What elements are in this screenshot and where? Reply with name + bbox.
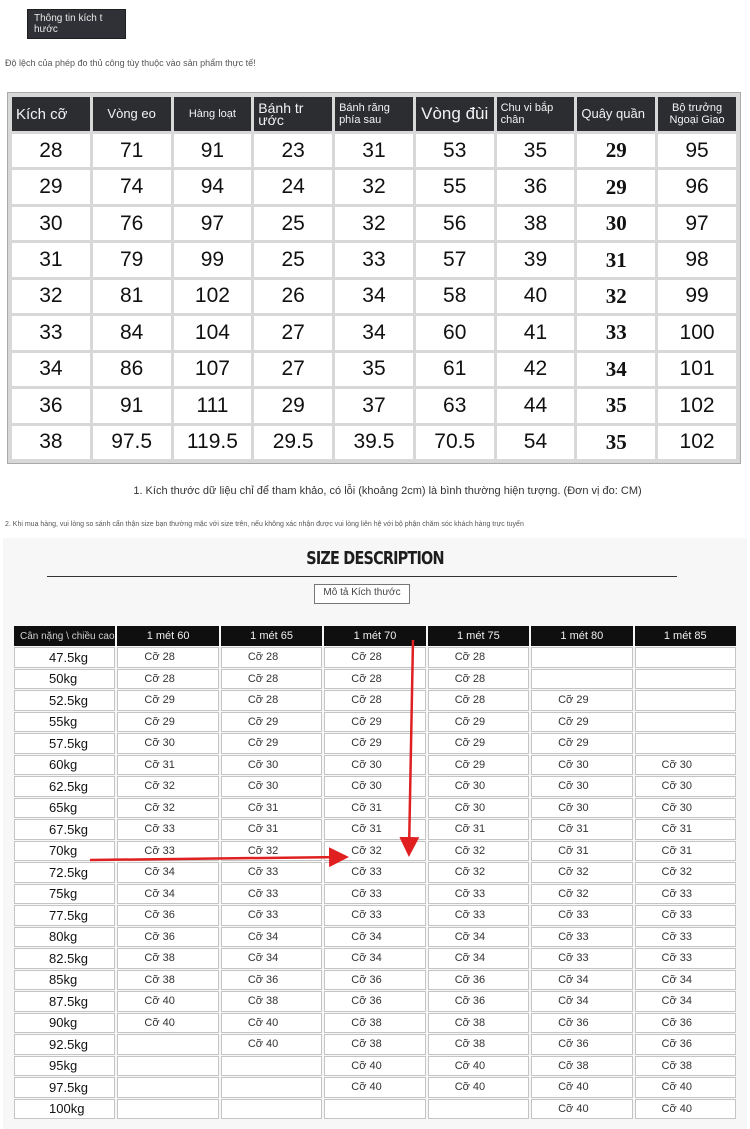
- header-size: Kích cỡ: [12, 97, 90, 131]
- weight-cell: 92.5kg: [14, 1034, 115, 1055]
- size-row: [12, 426, 736, 460]
- size-table: [9, 94, 739, 462]
- recommended-size-cell: Cỡ 40: [531, 1099, 632, 1120]
- recommended-size-cell: Cỡ 40: [324, 1056, 425, 1077]
- weight-cell: 70kg: [14, 841, 115, 862]
- recommended-size-cell: Cỡ 29: [531, 733, 632, 754]
- recommended-size-cell: Cỡ 34: [324, 927, 425, 948]
- purchase-note: 2. Khi mua hàng, vui lòng so sánh cẩn thận size bạn thường mặc với size trên, nếu không xác nhận được vui lòng liên hệ với bộ phận chăm sóc khách hàng trực tuyến: [5, 521, 524, 528]
- recommended-size-cell: Cỡ 34: [635, 970, 736, 991]
- recommended-size-cell: Cỡ 28: [428, 647, 529, 668]
- recommended-size-cell: Cỡ 32: [117, 798, 218, 819]
- recommended-size-cell: Cỡ 32: [221, 841, 322, 862]
- recommended-size-cell: Cỡ 28: [428, 669, 529, 690]
- size-cell: 96: [658, 170, 736, 203]
- size-cell: 57: [416, 243, 494, 276]
- recommended-size-cell: Cỡ 40: [428, 1056, 529, 1077]
- recommended-size-cell: Cỡ 33: [324, 884, 425, 905]
- recommended-size-cell: Cỡ 36: [428, 970, 529, 991]
- weight-cell: 82.5kg: [14, 948, 115, 969]
- title-divider: [47, 576, 677, 577]
- recommended-size-cell: [635, 669, 736, 690]
- recommended-size-cell: Cỡ 30: [324, 755, 425, 776]
- recommended-size-cell: Cỡ 29: [428, 712, 529, 733]
- weight-row: [14, 884, 736, 905]
- recommended-size-cell: Cỡ 30: [635, 776, 736, 797]
- recommended-size-cell: Cỡ 33: [324, 862, 425, 883]
- weight-row: [14, 841, 736, 862]
- header-height-175: 1 mét 75: [428, 626, 529, 646]
- weight-cell: 65kg: [14, 798, 115, 819]
- size-cell: 39: [497, 243, 575, 276]
- size-cell: 33: [12, 316, 90, 349]
- size-cell: 33: [335, 243, 413, 276]
- recommended-size-cell: Cỡ 29: [221, 712, 322, 733]
- size-cell: 44: [497, 389, 575, 422]
- recommended-size-cell: Cỡ 28: [117, 647, 218, 668]
- weight-row: [14, 690, 736, 711]
- recommended-size-cell: Cỡ 38: [117, 970, 218, 991]
- weight-cell: 85kg: [14, 970, 115, 991]
- header-hem: Quây quần: [577, 97, 655, 131]
- size-cell: 35: [335, 353, 413, 386]
- recommended-size-cell: Cỡ 38: [324, 1034, 425, 1055]
- recommended-size-cell: Cỡ 31: [531, 841, 632, 862]
- size-cell: 37: [335, 389, 413, 422]
- recommended-size-cell: Cỡ 33: [324, 905, 425, 926]
- recommended-size-cell: Cỡ 31: [324, 819, 425, 840]
- recommended-size-cell: Cỡ 28: [117, 669, 218, 690]
- recommended-size-cell: Cỡ 29: [531, 690, 632, 711]
- size-cell: 60: [416, 316, 494, 349]
- reference-note: 1. Kích thước dữ liệu chỉ để tham khảo, có lỗi (khoảng 2cm) là bình thường hiện tượng. (Đơn vị đo: CM): [133, 485, 642, 497]
- size-row: [12, 170, 736, 203]
- size-description-subtitle: Mô tả Kích thước: [314, 584, 410, 604]
- recommended-size-cell: Cỡ 33: [428, 905, 529, 926]
- size-cell: 34: [12, 353, 90, 386]
- recommended-size-cell: Cỡ 34: [221, 927, 322, 948]
- size-cell: 107: [174, 353, 252, 386]
- recommended-size-cell: Cỡ 33: [635, 948, 736, 969]
- recommended-size-cell: Cỡ 29: [324, 712, 425, 733]
- size-cell: 98: [658, 243, 736, 276]
- size-cell: 91: [174, 134, 252, 167]
- size-cell: 102: [658, 426, 736, 460]
- recommended-size-cell: Cỡ 31: [635, 841, 736, 862]
- recommended-size-cell: Cỡ 31: [428, 819, 529, 840]
- recommended-size-cell: Cỡ 36: [324, 970, 425, 991]
- recommended-size-cell: Cỡ 29: [221, 733, 322, 754]
- size-cell: 32: [335, 207, 413, 240]
- header-waist: Vòng eo: [93, 97, 171, 131]
- recommended-size-cell: Cỡ 38: [324, 1013, 425, 1034]
- size-cell: 35: [577, 426, 655, 460]
- header-back-rise: Bánh răng phía sau: [335, 97, 413, 131]
- size-cell: 28: [12, 134, 90, 167]
- weight-cell: 55kg: [14, 712, 115, 733]
- size-cell: 35: [497, 134, 575, 167]
- weight-row: [14, 1056, 736, 1077]
- recommended-size-cell: Cỡ 31: [635, 819, 736, 840]
- weight-cell: 77.5kg: [14, 905, 115, 926]
- recommended-size-cell: Cỡ 32: [117, 776, 218, 797]
- header-height-170: 1 mét 70: [324, 626, 425, 646]
- size-cell: 74: [93, 170, 171, 203]
- recommended-size-cell: Cỡ 32: [324, 841, 425, 862]
- weight-row: [14, 669, 736, 690]
- size-cell: 32: [12, 280, 90, 313]
- size-cell: 54: [497, 426, 575, 460]
- recommended-size-cell: Cỡ 31: [221, 819, 322, 840]
- size-cell: 29: [254, 389, 332, 422]
- recommended-size-cell: [117, 1099, 218, 1120]
- recommended-size-cell: Cỡ 38: [635, 1056, 736, 1077]
- recommended-size-cell: Cỡ 38: [531, 1056, 632, 1077]
- recommended-size-cell: Cỡ 33: [221, 862, 322, 883]
- size-cell: 38: [12, 426, 90, 460]
- recommended-size-cell: Cỡ 33: [221, 884, 322, 905]
- size-cell: 34: [335, 316, 413, 349]
- recommended-size-cell: [635, 690, 736, 711]
- size-cell: 33: [577, 316, 655, 349]
- size-row: [12, 243, 736, 276]
- weight-cell: 57.5kg: [14, 733, 115, 754]
- weight-row: [14, 733, 736, 754]
- weight-cell: 95kg: [14, 1056, 115, 1077]
- size-cell: 58: [416, 280, 494, 313]
- weight-cell: 52.5kg: [14, 690, 115, 711]
- weight-cell: 47.5kg: [14, 647, 115, 668]
- recommended-size-cell: Cỡ 40: [221, 1013, 322, 1034]
- size-cell: 35: [577, 389, 655, 422]
- weight-cell: 50kg: [14, 669, 115, 690]
- size-cell: 70.5: [416, 426, 494, 460]
- weight-row: [14, 1099, 736, 1120]
- size-cell: 27: [254, 353, 332, 386]
- size-cell: 39.5: [335, 426, 413, 460]
- weight-cell: 97.5kg: [14, 1077, 115, 1098]
- recommended-size-cell: Cỡ 32: [428, 841, 529, 862]
- weight-row: [14, 905, 736, 926]
- size-info-badge: Thông tin kích t hước: [27, 9, 126, 39]
- size-row: [12, 389, 736, 422]
- size-cell: 99: [174, 243, 252, 276]
- weight-row: [14, 647, 736, 668]
- size-cell: 79: [93, 243, 171, 276]
- header-height-165: 1 mét 65: [221, 626, 322, 646]
- size-cell: 42: [497, 353, 575, 386]
- header-height-160: 1 mét 60: [117, 626, 218, 646]
- weight-table-header-row: [14, 626, 736, 646]
- recommended-size-cell: Cỡ 34: [221, 948, 322, 969]
- recommended-size-cell: Cỡ 34: [531, 991, 632, 1012]
- recommended-size-cell: Cỡ 29: [428, 755, 529, 776]
- weight-row: [14, 927, 736, 948]
- recommended-size-cell: Cỡ 30: [428, 776, 529, 797]
- size-cell: 31: [577, 243, 655, 276]
- recommended-size-cell: Cỡ 36: [117, 927, 218, 948]
- header-length: Bộ trưởng Ngoại Giao: [658, 97, 736, 131]
- size-cell: 56: [416, 207, 494, 240]
- size-cell: 101: [658, 353, 736, 386]
- recommended-size-cell: Cỡ 32: [531, 862, 632, 883]
- header-front-rise: Bánh tr ước: [254, 97, 332, 131]
- recommended-size-cell: Cỡ 33: [635, 905, 736, 926]
- recommended-size-cell: Cỡ 28: [221, 669, 322, 690]
- weight-row: [14, 862, 736, 883]
- recommended-size-cell: Cỡ 40: [117, 1013, 218, 1034]
- header-calf: Chu vi bắp chân: [497, 97, 575, 131]
- recommended-size-cell: Cỡ 33: [117, 841, 218, 862]
- recommended-size-cell: Cỡ 33: [428, 884, 529, 905]
- size-cell: 23: [254, 134, 332, 167]
- size-cell: 97.5: [93, 426, 171, 460]
- size-cell: 84: [93, 316, 171, 349]
- recommended-size-cell: Cỡ 28: [324, 669, 425, 690]
- size-cell: 25: [254, 243, 332, 276]
- size-row: [12, 353, 736, 386]
- size-cell: 24: [254, 170, 332, 203]
- recommended-size-cell: Cỡ 28: [324, 690, 425, 711]
- size-cell: 99: [658, 280, 736, 313]
- size-cell: 55: [416, 170, 494, 203]
- size-cell: 29: [577, 170, 655, 203]
- size-cell: 29: [12, 170, 90, 203]
- weight-cell: 67.5kg: [14, 819, 115, 840]
- size-description-title: SIZE DESCRIPTION: [306, 548, 444, 569]
- recommended-size-cell: Cỡ 33: [221, 905, 322, 926]
- weight-cell: 72.5kg: [14, 862, 115, 883]
- recommended-size-cell: Cỡ 34: [117, 862, 218, 883]
- recommended-size-cell: Cỡ 32: [531, 884, 632, 905]
- recommended-size-cell: Cỡ 34: [324, 948, 425, 969]
- size-cell: 36: [497, 170, 575, 203]
- recommended-size-cell: Cỡ 30: [324, 776, 425, 797]
- recommended-size-cell: Cỡ 38: [221, 991, 322, 1012]
- size-row: [12, 280, 736, 313]
- size-cell: 94: [174, 170, 252, 203]
- weight-cell: 100kg: [14, 1099, 115, 1120]
- size-cell: 95: [658, 134, 736, 167]
- weight-row: [14, 798, 736, 819]
- recommended-size-cell: Cỡ 36: [428, 991, 529, 1012]
- size-cell: 81: [93, 280, 171, 313]
- recommended-size-cell: Cỡ 28: [221, 647, 322, 668]
- recommended-size-cell: Cỡ 28: [428, 690, 529, 711]
- weight-cell: 60kg: [14, 755, 115, 776]
- recommended-size-cell: Cỡ 30: [221, 776, 322, 797]
- recommended-size-cell: Cỡ 40: [117, 991, 218, 1012]
- recommended-size-cell: Cỡ 32: [428, 862, 529, 883]
- weight-row: [14, 1077, 736, 1098]
- recommended-size-cell: Cỡ 32: [635, 862, 736, 883]
- recommended-size-cell: Cỡ 33: [635, 884, 736, 905]
- size-row: [12, 207, 736, 240]
- size-cell: 111: [174, 389, 252, 422]
- recommended-size-cell: Cỡ 33: [531, 905, 632, 926]
- size-cell: 25: [254, 207, 332, 240]
- size-cell: 34: [577, 353, 655, 386]
- recommended-size-cell: Cỡ 33: [635, 927, 736, 948]
- weight-row: [14, 991, 736, 1012]
- size-cell: 102: [174, 280, 252, 313]
- size-cell: 61: [416, 353, 494, 386]
- size-cell: 86: [93, 353, 171, 386]
- weight-cell: 90kg: [14, 1013, 115, 1034]
- header-height-185: 1 mét 85: [635, 626, 736, 646]
- recommended-size-cell: Cỡ 31: [531, 819, 632, 840]
- recommended-size-cell: [324, 1099, 425, 1120]
- recommended-size-cell: Cỡ 34: [428, 948, 529, 969]
- size-cell: 63: [416, 389, 494, 422]
- weight-row: [14, 755, 736, 776]
- deviation-note: Độ lệch của phép đo thủ công tùy thuộc vào sản phẩm thực tế!: [5, 58, 256, 68]
- recommended-size-cell: Cỡ 29: [324, 733, 425, 754]
- recommended-size-cell: Cỡ 33: [531, 948, 632, 969]
- size-row: [12, 316, 736, 349]
- size-cell: 29.5: [254, 426, 332, 460]
- weight-row: [14, 712, 736, 733]
- weight-row: [14, 1013, 736, 1034]
- recommended-size-cell: [635, 712, 736, 733]
- recommended-size-cell: Cỡ 36: [635, 1034, 736, 1055]
- header-thigh: Vòng đùi: [416, 97, 494, 131]
- header-hip: Hàng loạt: [174, 97, 252, 131]
- recommended-size-cell: Cỡ 30: [635, 798, 736, 819]
- recommended-size-cell: Cỡ 31: [117, 755, 218, 776]
- size-cell: 26: [254, 280, 332, 313]
- size-cell: 27: [254, 316, 332, 349]
- recommended-size-cell: Cỡ 40: [531, 1077, 632, 1098]
- recommended-size-cell: Cỡ 30: [531, 755, 632, 776]
- size-cell: 76: [93, 207, 171, 240]
- recommended-size-cell: Cỡ 29: [531, 712, 632, 733]
- recommended-size-cell: Cỡ 29: [117, 690, 218, 711]
- recommended-size-cell: [117, 1077, 218, 1098]
- weight-row: [14, 948, 736, 969]
- recommended-size-cell: [635, 647, 736, 668]
- weight-row: [14, 776, 736, 797]
- recommended-size-cell: [531, 669, 632, 690]
- size-cell: 38: [497, 207, 575, 240]
- recommended-size-cell: [221, 1077, 322, 1098]
- size-cell: 32: [335, 170, 413, 203]
- recommended-size-cell: Cỡ 36: [117, 905, 218, 926]
- recommended-size-cell: Cỡ 34: [635, 991, 736, 1012]
- size-cell: 97: [174, 207, 252, 240]
- recommended-size-cell: Cỡ 36: [531, 1013, 632, 1034]
- size-cell: 100: [658, 316, 736, 349]
- size-cell: 31: [335, 134, 413, 167]
- recommended-size-cell: Cỡ 40: [635, 1077, 736, 1098]
- weight-cell: 75kg: [14, 884, 115, 905]
- weight-cell: 62.5kg: [14, 776, 115, 797]
- recommended-size-cell: [531, 647, 632, 668]
- size-cell: 71: [93, 134, 171, 167]
- recommended-size-cell: Cỡ 30: [221, 755, 322, 776]
- size-cell: 34: [335, 280, 413, 313]
- size-row: [12, 134, 736, 167]
- recommended-size-cell: [117, 1056, 218, 1077]
- recommended-size-cell: Cỡ 34: [428, 927, 529, 948]
- recommended-size-cell: Cỡ 30: [428, 798, 529, 819]
- recommended-size-cell: Cỡ 31: [221, 798, 322, 819]
- recommended-size-cell: Cỡ 40: [221, 1034, 322, 1055]
- size-cell: 97: [658, 207, 736, 240]
- size-cell: 41: [497, 316, 575, 349]
- recommended-size-cell: [221, 1056, 322, 1077]
- recommended-size-cell: Cỡ 30: [635, 755, 736, 776]
- size-cell: 102: [658, 389, 736, 422]
- recommended-size-cell: Cỡ 31: [324, 798, 425, 819]
- recommended-size-cell: [221, 1099, 322, 1120]
- recommended-size-cell: Cỡ 33: [117, 819, 218, 840]
- recommended-size-cell: Cỡ 38: [117, 948, 218, 969]
- size-cell: 31: [12, 243, 90, 276]
- recommended-size-cell: Cỡ 30: [531, 776, 632, 797]
- size-cell: 32: [577, 280, 655, 313]
- recommended-size-cell: Cỡ 34: [117, 884, 218, 905]
- recommended-size-cell: Cỡ 30: [531, 798, 632, 819]
- size-cell: 40: [497, 280, 575, 313]
- weight-cell: 87.5kg: [14, 991, 115, 1012]
- size-cell: 91: [93, 389, 171, 422]
- weight-cell: 80kg: [14, 927, 115, 948]
- recommended-size-cell: Cỡ 30: [117, 733, 218, 754]
- weight-row: [14, 819, 736, 840]
- recommended-size-cell: Cỡ 38: [428, 1034, 529, 1055]
- header-weight-height: Cân nặng \ chiều cao: [14, 626, 115, 646]
- weight-row: [14, 970, 736, 991]
- weight-height-table: [12, 625, 738, 1120]
- recommended-size-cell: Cỡ 28: [221, 690, 322, 711]
- weight-row: [14, 1034, 736, 1055]
- recommended-size-cell: Cỡ 29: [428, 733, 529, 754]
- size-cell: 30: [577, 207, 655, 240]
- recommended-size-cell: Cỡ 38: [428, 1013, 529, 1034]
- size-cell: 119.5: [174, 426, 252, 460]
- size-cell: 53: [416, 134, 494, 167]
- recommended-size-cell: Cỡ 36: [324, 991, 425, 1012]
- recommended-size-cell: Cỡ 34: [531, 970, 632, 991]
- recommended-size-cell: Cỡ 40: [635, 1099, 736, 1120]
- size-cell: 104: [174, 316, 252, 349]
- recommended-size-cell: Cỡ 33: [531, 927, 632, 948]
- size-cell: 36: [12, 389, 90, 422]
- recommended-size-cell: Cỡ 40: [324, 1077, 425, 1098]
- recommended-size-cell: Cỡ 29: [117, 712, 218, 733]
- recommended-size-cell: [635, 733, 736, 754]
- recommended-size-cell: Cỡ 28: [324, 647, 425, 668]
- recommended-size-cell: Cỡ 40: [428, 1077, 529, 1098]
- recommended-size-cell: Cỡ 36: [221, 970, 322, 991]
- recommended-size-cell: Cỡ 36: [531, 1034, 632, 1055]
- recommended-size-cell: Cỡ 36: [635, 1013, 736, 1034]
- size-table-header-row: [12, 97, 736, 131]
- header-height-180: 1 mét 80: [531, 626, 632, 646]
- recommended-size-cell: [117, 1034, 218, 1055]
- recommended-size-cell: [428, 1099, 529, 1120]
- size-cell: 29: [577, 134, 655, 167]
- size-cell: 30: [12, 207, 90, 240]
